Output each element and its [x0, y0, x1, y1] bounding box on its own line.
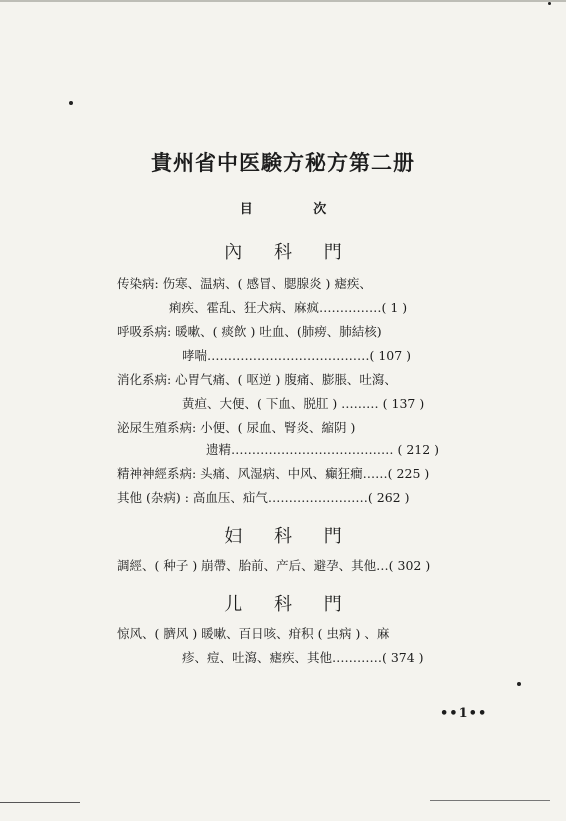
toc-entry-misc: 其他 (杂病) : 高血压、疝气……………………( 262 ) — [117, 490, 410, 505]
page-number: ••1•• — [440, 706, 488, 721]
scan-edge-bottom-right — [430, 800, 550, 801]
scan-edge-top — [0, 0, 566, 2]
toc-entry-digestive-line2: 黄疸、大便、( 下血、脱肛 ) ……… ( 137 ) — [182, 396, 425, 411]
toc-entry-neuro: 精神神經系病: 头痛、风湿病、中风、癲狂癎……( 225 ) — [117, 466, 430, 481]
toc-entry-urogenital-line2: 遗精………………………………… ( 212 ) — [206, 442, 440, 457]
section-heading-pediatrics: 儿 科 門 — [224, 594, 355, 615]
section-heading-gynecology: 妇 科 門 — [224, 526, 355, 547]
scan-speck — [548, 2, 551, 5]
scan-speck — [517, 682, 521, 686]
toc-entry-pediatrics-line2: 疹、痘、吐瀉、瘧疾、其他…………( 374 ) — [182, 650, 424, 665]
scan-edge-bottom-left — [0, 802, 80, 803]
toc-entry-respiratory-line2: 哮喘…………………………………( 107 ) — [182, 348, 412, 363]
toc-entry-infectious-line1: 传染病: 伤寒、温病、( 感冒、腮腺炎 ) 瘧疾、 — [117, 276, 372, 291]
book-title: 貴州省中医験方秘方第二册 — [151, 150, 415, 175]
toc-entry-urogenital-line1: 泌尿生殖系病: 小便、( 尿血、腎炎、縮阴 ) — [117, 420, 356, 435]
toc-entry-infectious-line2: 痢疾、霍乱、狂犬病、麻疯……………( 1 ) — [169, 300, 408, 315]
toc-entry-gynecology: 調經、( 种子 ) 崩帶、胎前、产后、避孕、其他…( 302 ) — [117, 558, 431, 573]
scan-speck — [69, 101, 73, 105]
toc-entry-pediatrics-line1: 惊风、( 臍风 ) 暖嗽、百日咳、疳积 ( 虫病 ) 、麻 — [117, 626, 390, 641]
toc-entry-respiratory-line1: 呼吸系病: 暖嗽、( 痰飲 ) 吐血、(肺痨、肺結核) — [117, 324, 382, 339]
section-heading-internal: 內 科 門 — [224, 242, 355, 263]
toc-entry-digestive-line1: 消化系病: 心胃气痛、( 呕逆 ) 腹痛、膨脹、吐瀉、 — [117, 372, 397, 387]
contents-label: 目 次 — [239, 202, 355, 217]
